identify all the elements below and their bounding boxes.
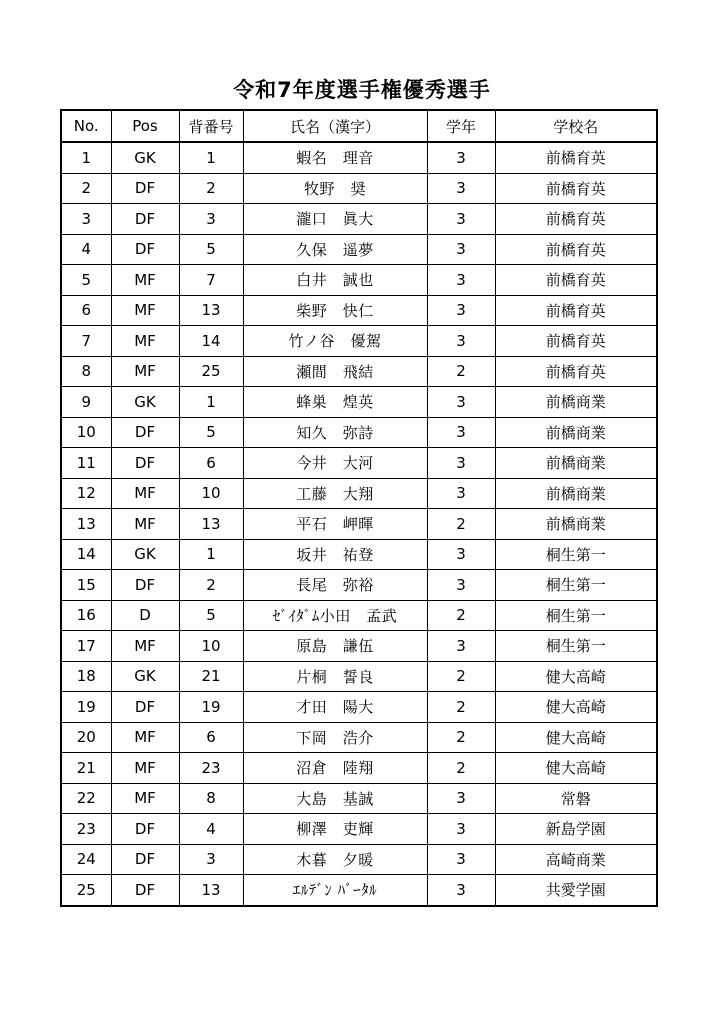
table-row <box>61 326 657 357</box>
table-row <box>61 234 657 265</box>
cell-name: 白井 誠也 <box>243 265 427 296</box>
cell-school: 健大高崎 <box>495 661 657 692</box>
cell-year: 3 <box>427 844 495 875</box>
cell-year: 3 <box>427 142 495 173</box>
cell-name: 片桐 誓良 <box>243 661 427 692</box>
cell-year: 3 <box>427 173 495 204</box>
table-row <box>61 814 657 845</box>
cell-year: 3 <box>427 814 495 845</box>
table-body <box>61 142 657 906</box>
cell-no: 20 <box>61 722 111 753</box>
cell-no: 4 <box>61 234 111 265</box>
cell-pos: MF <box>111 265 179 296</box>
cell-number: 14 <box>179 326 243 357</box>
table-row <box>61 448 657 479</box>
cell-pos: DF <box>111 814 179 845</box>
cell-school: 前橋商業 <box>495 478 657 509</box>
cell-school: 桐生第一 <box>495 631 657 662</box>
table-row <box>61 783 657 814</box>
cell-year: 3 <box>427 387 495 418</box>
cell-year: 2 <box>427 356 495 387</box>
cell-year: 3 <box>427 234 495 265</box>
table-header-row <box>61 110 657 142</box>
cell-no: 18 <box>61 661 111 692</box>
cell-school: 前橋育英 <box>495 295 657 326</box>
cell-name: 今井 大河 <box>243 448 427 479</box>
cell-number: 10 <box>179 478 243 509</box>
cell-no: 13 <box>61 509 111 540</box>
cell-pos: DF <box>111 570 179 601</box>
cell-number: 5 <box>179 417 243 448</box>
cell-name: 才田 陽大 <box>243 692 427 723</box>
cell-school: 桐生第一 <box>495 539 657 570</box>
cell-pos: DF <box>111 204 179 235</box>
cell-number: 8 <box>179 783 243 814</box>
cell-no: 8 <box>61 356 111 387</box>
cell-school: 桐生第一 <box>495 600 657 631</box>
cell-pos: GK <box>111 539 179 570</box>
cell-school: 前橋育英 <box>495 173 657 204</box>
cell-pos: DF <box>111 448 179 479</box>
cell-school: 前橋商業 <box>495 387 657 418</box>
cell-school: 前橋育英 <box>495 356 657 387</box>
cell-number: 21 <box>179 661 243 692</box>
table-row <box>61 570 657 601</box>
cell-number: 2 <box>179 570 243 601</box>
cell-no: 6 <box>61 295 111 326</box>
cell-name: ｴﾙﾃﾞﾝ ﾊﾞｰﾀﾙ <box>243 875 427 906</box>
players-table <box>60 109 658 907</box>
table-row <box>61 295 657 326</box>
cell-name: 柳澤 吏輝 <box>243 814 427 845</box>
header-pos: Pos <box>111 110 179 142</box>
cell-number: 13 <box>179 295 243 326</box>
cell-no: 1 <box>61 142 111 173</box>
cell-name: 大島 基誠 <box>243 783 427 814</box>
cell-number: 3 <box>179 204 243 235</box>
page-title: 令和7年度選手権優秀選手 <box>233 78 491 102</box>
cell-pos: MF <box>111 631 179 662</box>
cell-school: 共愛学園 <box>495 875 657 906</box>
table-row <box>61 539 657 570</box>
cell-year: 2 <box>427 692 495 723</box>
cell-name: 瀧口 眞大 <box>243 204 427 235</box>
cell-no: 16 <box>61 600 111 631</box>
table-row <box>61 631 657 662</box>
cell-no: 3 <box>61 204 111 235</box>
cell-year: 3 <box>427 448 495 479</box>
cell-year: 3 <box>427 539 495 570</box>
cell-no: 2 <box>61 173 111 204</box>
cell-no: 12 <box>61 478 111 509</box>
cell-year: 3 <box>427 295 495 326</box>
table-row <box>61 692 657 723</box>
cell-no: 11 <box>61 448 111 479</box>
cell-name: 坂井 祐登 <box>243 539 427 570</box>
cell-number: 10 <box>179 631 243 662</box>
table-row <box>61 265 657 296</box>
cell-no: 25 <box>61 875 111 906</box>
cell-name: 工藤 大翔 <box>243 478 427 509</box>
cell-number: 13 <box>179 509 243 540</box>
table-row <box>61 753 657 784</box>
table-row <box>61 722 657 753</box>
cell-pos: MF <box>111 783 179 814</box>
cell-year: 3 <box>427 783 495 814</box>
cell-year: 2 <box>427 509 495 540</box>
cell-name: 沼倉 陸翔 <box>243 753 427 784</box>
cell-no: 24 <box>61 844 111 875</box>
cell-school: 健大高崎 <box>495 722 657 753</box>
cell-name: 牧野 奨 <box>243 173 427 204</box>
cell-school: 前橋育英 <box>495 234 657 265</box>
cell-school: 健大高崎 <box>495 692 657 723</box>
cell-no: 9 <box>61 387 111 418</box>
cell-no: 19 <box>61 692 111 723</box>
cell-year: 2 <box>427 753 495 784</box>
cell-name: 蜂巣 煌英 <box>243 387 427 418</box>
cell-year: 2 <box>427 661 495 692</box>
table-row <box>61 387 657 418</box>
table-row <box>61 204 657 235</box>
table-row <box>61 844 657 875</box>
cell-number: 2 <box>179 173 243 204</box>
cell-year: 2 <box>427 722 495 753</box>
cell-no: 7 <box>61 326 111 357</box>
cell-school: 前橋商業 <box>495 417 657 448</box>
cell-no: 15 <box>61 570 111 601</box>
cell-name: 平石 岬暉 <box>243 509 427 540</box>
cell-name: 蝦名 理音 <box>243 142 427 173</box>
cell-school: 常磐 <box>495 783 657 814</box>
cell-school: 前橋育英 <box>495 265 657 296</box>
cell-number: 19 <box>179 692 243 723</box>
cell-no: 10 <box>61 417 111 448</box>
table-row <box>61 661 657 692</box>
cell-number: 6 <box>179 448 243 479</box>
cell-pos: MF <box>111 326 179 357</box>
header-year: 学年 <box>427 110 495 142</box>
table-row <box>61 173 657 204</box>
cell-pos: GK <box>111 387 179 418</box>
cell-school: 前橋育英 <box>495 326 657 357</box>
cell-no: 23 <box>61 814 111 845</box>
cell-school: 前橋商業 <box>495 509 657 540</box>
cell-year: 2 <box>427 600 495 631</box>
cell-name: 原島 謙伍 <box>243 631 427 662</box>
cell-no: 14 <box>61 539 111 570</box>
cell-number: 3 <box>179 844 243 875</box>
cell-number: 4 <box>179 814 243 845</box>
cell-pos: MF <box>111 295 179 326</box>
cell-no: 21 <box>61 753 111 784</box>
cell-year: 3 <box>427 631 495 662</box>
cell-pos: DF <box>111 875 179 906</box>
cell-pos: MF <box>111 509 179 540</box>
table-row <box>61 478 657 509</box>
cell-pos: GK <box>111 142 179 173</box>
cell-name: 久保 遥夢 <box>243 234 427 265</box>
cell-school: 健大高崎 <box>495 753 657 784</box>
cell-no: 5 <box>61 265 111 296</box>
cell-pos: DF <box>111 234 179 265</box>
cell-number: 23 <box>179 753 243 784</box>
cell-school: 前橋商業 <box>495 448 657 479</box>
cell-pos: D <box>111 600 179 631</box>
cell-name: 知久 弥詩 <box>243 417 427 448</box>
cell-number: 1 <box>179 142 243 173</box>
header-school: 学校名 <box>495 110 657 142</box>
table-row <box>61 509 657 540</box>
cell-school: 前橋育英 <box>495 204 657 235</box>
cell-pos: MF <box>111 753 179 784</box>
table-row <box>61 600 657 631</box>
cell-name: 木暮 夕暖 <box>243 844 427 875</box>
cell-school: 前橋育英 <box>495 142 657 173</box>
cell-pos: MF <box>111 722 179 753</box>
cell-year: 3 <box>427 478 495 509</box>
cell-no: 22 <box>61 783 111 814</box>
cell-pos: DF <box>111 844 179 875</box>
cell-name: 瀬間 飛結 <box>243 356 427 387</box>
cell-year: 3 <box>427 326 495 357</box>
cell-number: 6 <box>179 722 243 753</box>
cell-name: 下岡 浩介 <box>243 722 427 753</box>
cell-school: 新島学園 <box>495 814 657 845</box>
table-row <box>61 417 657 448</box>
cell-school: 高崎商業 <box>495 844 657 875</box>
header-number: 背番号 <box>179 110 243 142</box>
cell-number: 7 <box>179 265 243 296</box>
cell-year: 3 <box>427 204 495 235</box>
cell-pos: MF <box>111 478 179 509</box>
cell-year: 3 <box>427 875 495 906</box>
cell-name: 長尾 弥裕 <box>243 570 427 601</box>
cell-number: 1 <box>179 387 243 418</box>
cell-number: 5 <box>179 600 243 631</box>
cell-pos: DF <box>111 173 179 204</box>
cell-pos: DF <box>111 417 179 448</box>
cell-name: ｾﾞｲﾀﾞﾑ小田 孟武 <box>243 600 427 631</box>
cell-pos: MF <box>111 356 179 387</box>
cell-year: 3 <box>427 570 495 601</box>
cell-pos: GK <box>111 661 179 692</box>
cell-name: 竹ノ谷 優駕 <box>243 326 427 357</box>
cell-year: 3 <box>427 265 495 296</box>
table-row <box>61 356 657 387</box>
cell-no: 17 <box>61 631 111 662</box>
cell-name: 柴野 快仁 <box>243 295 427 326</box>
cell-number: 5 <box>179 234 243 265</box>
cell-year: 3 <box>427 417 495 448</box>
cell-number: 13 <box>179 875 243 906</box>
cell-number: 25 <box>179 356 243 387</box>
cell-number: 1 <box>179 539 243 570</box>
table-row <box>61 875 657 906</box>
table-row <box>61 142 657 173</box>
cell-pos: DF <box>111 692 179 723</box>
header-name: 氏名（漢字） <box>243 110 427 142</box>
header-no: No. <box>61 110 111 142</box>
cell-school: 桐生第一 <box>495 570 657 601</box>
